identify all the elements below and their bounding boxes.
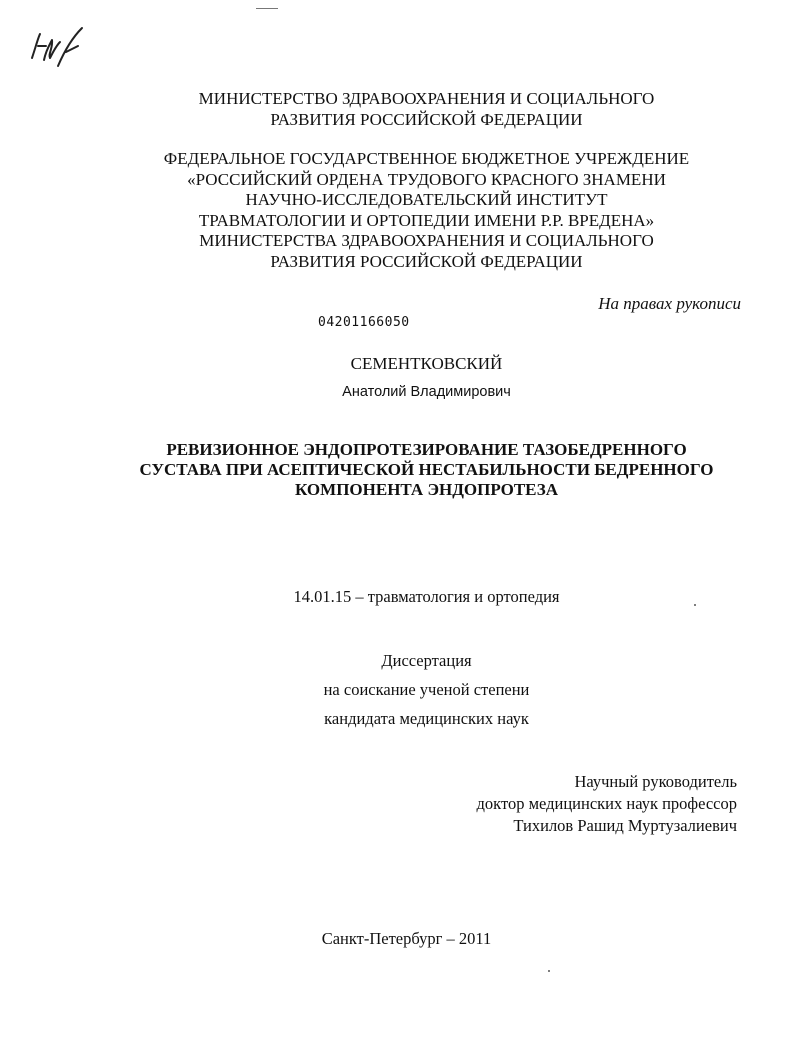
ministry-line: МИНИСТЕРСТВО ЗДРАВООХРАНЕНИЯ И СОЦИАЛЬНОГО xyxy=(198,89,655,108)
dissertation-degree xyxy=(30,646,793,733)
institution-line: ФЕДЕРАЛЬНОЕ ГОСУДАРСТВЕННОЕ БЮДЖЕТНОЕ УЧРЕЖДЕНИЕ xyxy=(163,149,690,168)
institution-line: «РОССИЙСКИЙ ОРДЕНА ТРУДОВОГО КРАСНОГО ЗНАМЕНИ xyxy=(187,169,666,189)
institution-line: РАЗВИТИЯ РОССИЙСКОЙ ФЕДЕРАЦИИ xyxy=(270,251,583,271)
specialty-code: 14.01.15 – травматология и ортопедия xyxy=(293,587,560,606)
institution-line: МИНИСТЕРСТВА ЗДРАВООХРАНЕНИЯ И СОЦИАЛЬНОГО xyxy=(199,231,654,250)
ministry-header xyxy=(30,88,793,130)
institution-header xyxy=(30,149,793,272)
institution-line: НАУЧНО-ИССЛЕДОВАТЕЛЬСКИЙ ИНСТИТУТ xyxy=(245,190,608,209)
city-year: Санкт-Петербург – 2011 xyxy=(321,929,492,948)
supervisor-line: Тихилов Рашид Муртузалиевич xyxy=(513,816,737,835)
scan-speck xyxy=(694,604,696,606)
title-line: СУСТАВА ПРИ АСЕПТИЧЕСКОЙ НЕСТАБИЛЬНОСТИ БЕДРЕННОГО xyxy=(139,460,714,479)
ministry-line: РАЗВИТИЯ РОССИЙСКОЙ ФЕДЕРАЦИИ xyxy=(270,110,583,129)
supervisor-line: Научный руководитель xyxy=(574,772,737,791)
dissertation-title xyxy=(30,440,793,500)
manuscript-rights-note: На правах рукописи xyxy=(598,294,741,313)
registration-code: 04201166050 xyxy=(318,315,410,330)
author-given-names: Анатолий Владимирович xyxy=(342,384,511,400)
title-line: КОМПОНЕНТА ЭНДОПРОТЕЗА xyxy=(295,480,558,499)
title-line: РЕВИЗИОННОЕ ЭНДОПРОТЕЗИРОВАНИЕ ТАЗОБЕДРЕННОГО xyxy=(166,440,687,459)
institution-line: ТРАВМАТОЛОГИИ И ОРТОПЕДИИ ИМЕНИ Р.Р. ВРЕДЕНА» xyxy=(198,210,655,230)
handwritten-signature-icon xyxy=(26,24,88,74)
author-surname: СЕМЕНТКОВСКИЙ xyxy=(350,354,503,373)
degree-line: на соискание ученой степени xyxy=(323,680,530,699)
supervisor-line: доктор медицинских наук профессор xyxy=(476,794,737,813)
degree-line: кандидата медицинских наук xyxy=(324,709,529,728)
scientific-supervisor xyxy=(477,771,737,837)
scan-mark xyxy=(256,8,278,9)
degree-line: Диссертация xyxy=(381,651,472,670)
scan-speck xyxy=(548,970,550,972)
